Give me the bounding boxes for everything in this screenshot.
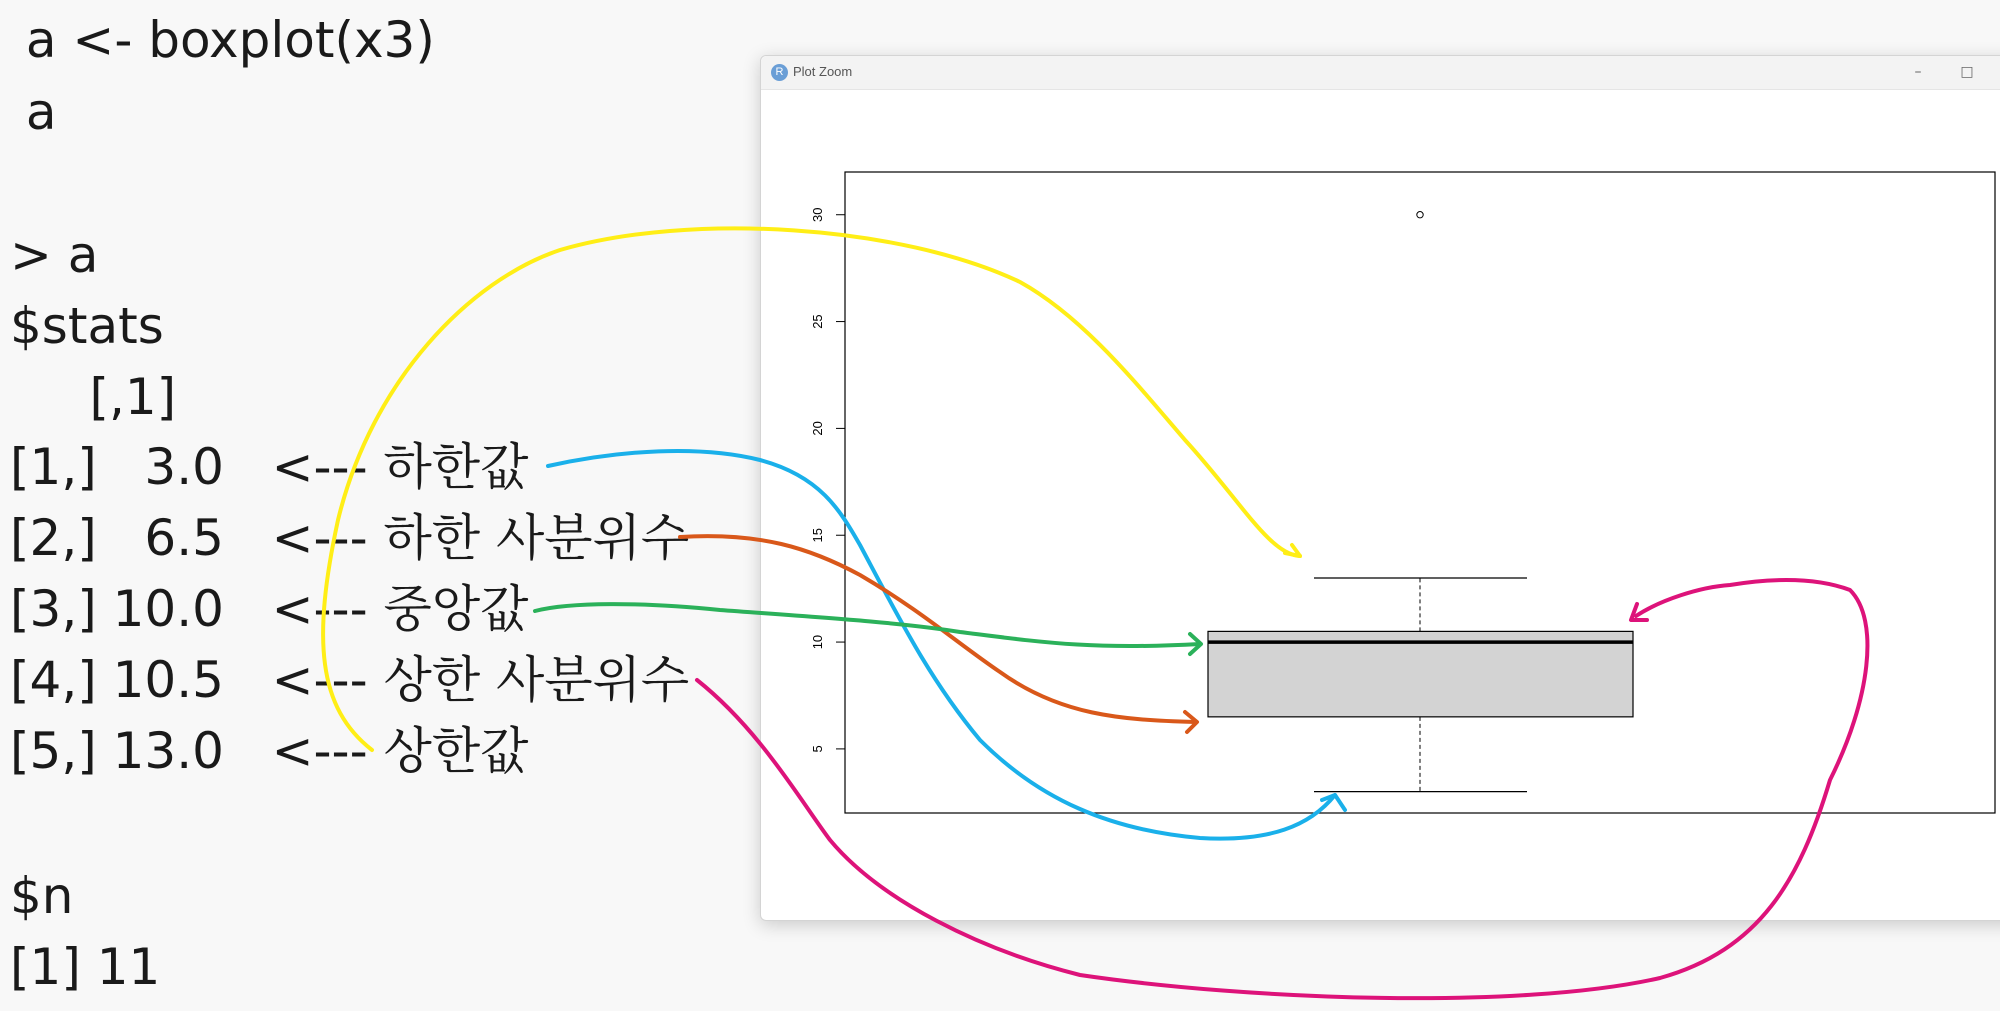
console-line-prompt: > a: [10, 226, 99, 284]
console-line-n-value: [1] 11: [10, 938, 161, 996]
console-line-column-header: [,1]: [10, 368, 177, 426]
y-tick-label-20: 20: [810, 421, 825, 436]
console-line-stat-4: [4,] 10.5 <--- 상한 사분위수: [10, 651, 690, 709]
interquartile-box: [1208, 631, 1633, 716]
y-tick-label-30: 30: [810, 207, 825, 222]
y-tick-label-25: 25: [810, 314, 825, 329]
minimize-button[interactable]: –: [1914, 64, 1922, 80]
console-line-print: a: [10, 83, 57, 141]
maximize-button[interactable]: □: [1960, 64, 1974, 80]
y-tick-label-10: 10: [810, 634, 825, 650]
outlier-point-0: [1417, 212, 1423, 218]
console-line-stat-5: [5,] 13.0 <--- 상한값: [10, 722, 529, 780]
console-line-stat-3: [3,] 10.0 <--- 중앙값: [10, 580, 529, 638]
console-line-stats-header: $stats: [10, 297, 164, 355]
console-line-stat-2: [2,] 6.5 <--- 하한 사분위수: [10, 509, 690, 567]
y-tick-label-5: 5: [810, 745, 825, 753]
r-logo-icon: R: [771, 64, 788, 81]
console-line-n-header: $n: [10, 867, 74, 925]
console-line-stat-1: [1,] 3.0 <--- 하한값: [10, 438, 529, 496]
window-title: Plot Zoom: [793, 64, 853, 79]
annotation-arrow-median: [535, 604, 1200, 646]
annotation-arrow-upper-whisker: [323, 228, 1300, 753]
y-tick-label-15: 15: [810, 527, 825, 543]
console-line-command: a <- boxplot(x3): [10, 11, 435, 69]
